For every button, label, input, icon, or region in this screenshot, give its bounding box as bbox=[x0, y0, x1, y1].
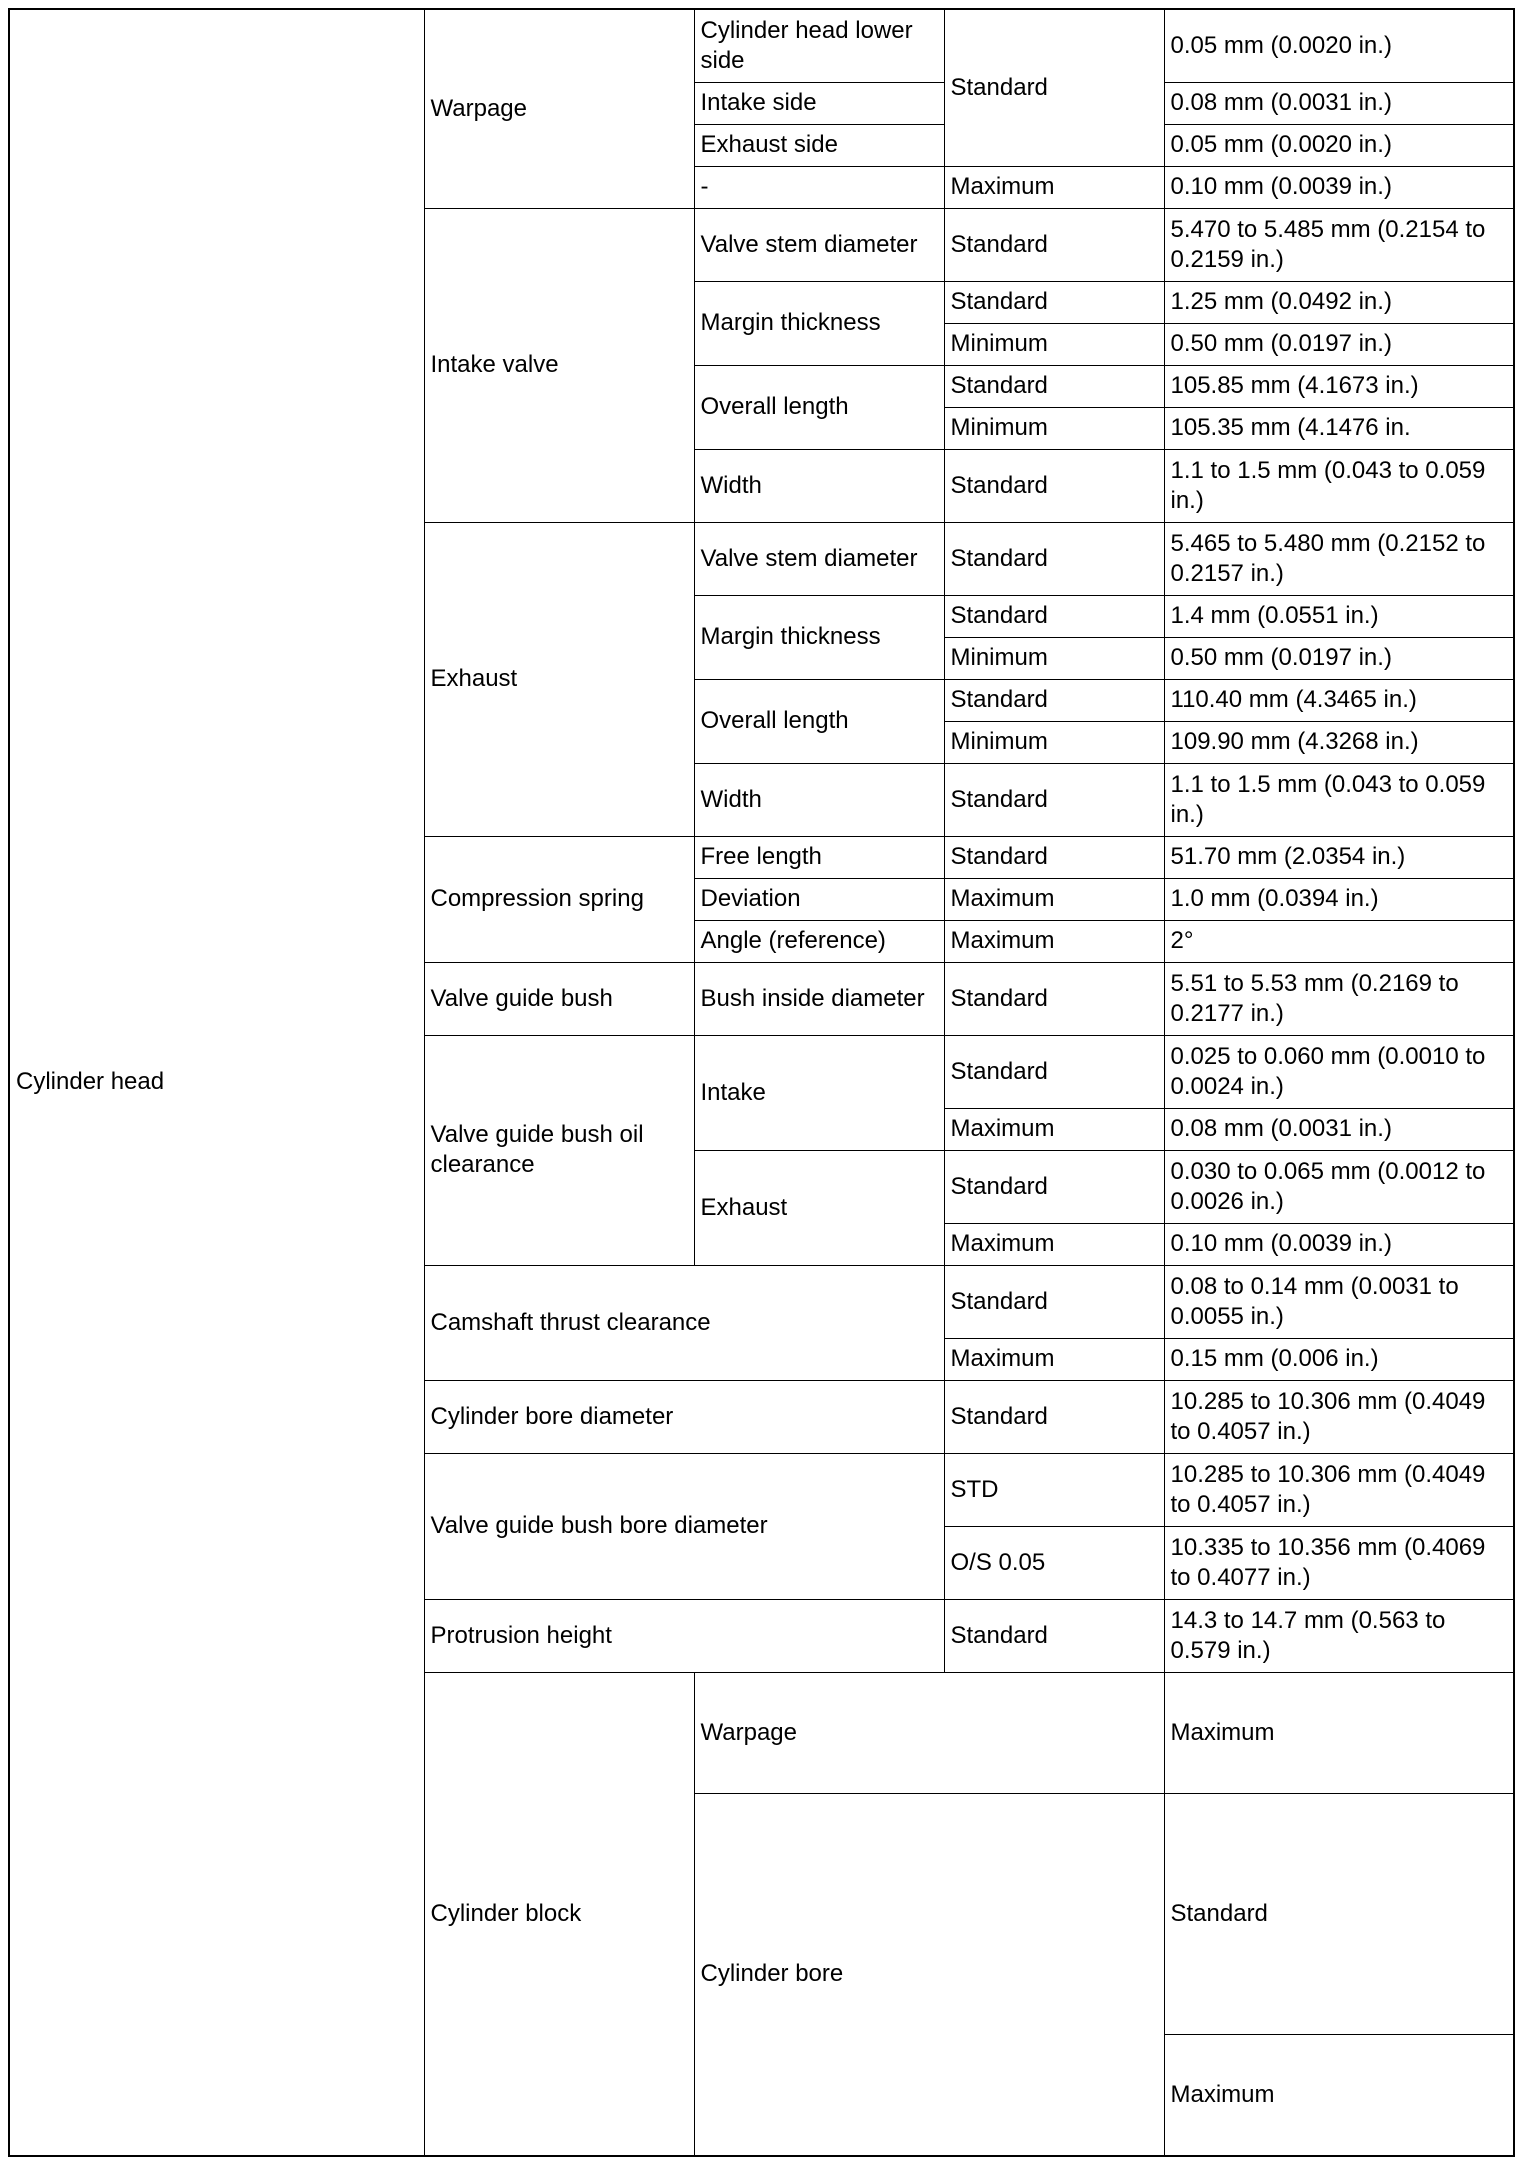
spec-type: Standard bbox=[944, 9, 1164, 166]
spec-value: 10.285 to 10.306 mm (0.4049 to 0.4057 in.) bbox=[1164, 1453, 1514, 1526]
spec-type: Maximum bbox=[944, 166, 1164, 208]
spec-value: 1.4 mm (0.0551 in.) bbox=[1164, 595, 1514, 637]
spec-value: 0.05 mm (0.0020 in.) bbox=[1164, 9, 1514, 82]
item-label: Protrusion height bbox=[424, 1599, 944, 1672]
group-label: Cylinder head bbox=[9, 9, 424, 2156]
spec-type: Standard bbox=[944, 208, 1164, 281]
spec-value: 110.40 mm (4.3465 in.) bbox=[1164, 679, 1514, 721]
spec-type: Maximum bbox=[944, 1338, 1164, 1380]
spec-type: Standard bbox=[944, 763, 1164, 836]
table-row bbox=[9, 9, 1514, 82]
spec-value: 105.85 mm (4.1673 in.) bbox=[1164, 365, 1514, 407]
spec-value: 10.335 to 10.356 mm (0.4069 to 0.4077 in.) bbox=[1164, 1526, 1514, 1599]
spec-type: Standard bbox=[944, 522, 1164, 595]
spec-type: STD bbox=[944, 1453, 1164, 1526]
spec-type: O/S 0.05 bbox=[944, 1526, 1164, 1599]
spec-value: 0.15 mm (0.006 in.) bbox=[1164, 1338, 1514, 1380]
subitem-label: Exhaust bbox=[694, 1150, 944, 1265]
item-label: Intake valve bbox=[424, 208, 694, 522]
subitem-label: Angle (reference) bbox=[694, 920, 944, 962]
spec-value: 1.25 mm (0.0492 in.) bbox=[1164, 281, 1514, 323]
spec-type: Standard bbox=[944, 449, 1164, 522]
spec-type: Minimum bbox=[944, 407, 1164, 449]
spec-type: Maximum bbox=[1164, 1672, 1514, 1793]
spec-value: 1.0 mm (0.0394 in.) bbox=[1164, 878, 1514, 920]
spec-value: 105.35 mm (4.1476 in. bbox=[1164, 407, 1514, 449]
spec-type: Standard bbox=[944, 595, 1164, 637]
subitem-label: Margin thickness bbox=[694, 595, 944, 679]
item-label: Cylinder bore diameter bbox=[424, 1380, 944, 1453]
spec-type: Standard bbox=[944, 836, 1164, 878]
subitem-label: Intake bbox=[694, 1035, 944, 1150]
item-label: Camshaft thrust clearance bbox=[424, 1265, 944, 1380]
subitem-label: Width bbox=[694, 449, 944, 522]
subitem-label: Overall length bbox=[694, 679, 944, 763]
item-label: Warpage bbox=[694, 1672, 1164, 1793]
spec-value: 5.465 to 5.480 mm (0.2152 to 0.2157 in.) bbox=[1164, 522, 1514, 595]
spec-type: Standard bbox=[944, 679, 1164, 721]
spec-type: Maximum bbox=[944, 878, 1164, 920]
spec-type: Standard bbox=[944, 1035, 1164, 1108]
spec-table bbox=[8, 8, 1515, 2157]
spec-type: Maximum bbox=[944, 1223, 1164, 1265]
item-label: Exhaust bbox=[424, 522, 694, 836]
spec-value: 51.70 mm (2.0354 in.) bbox=[1164, 836, 1514, 878]
subitem-label: Valve stem diameter bbox=[694, 208, 944, 281]
item-label: Valve guide bush oil clearance bbox=[424, 1035, 694, 1265]
spec-value: 0.08 mm (0.0031 in.) bbox=[1164, 82, 1514, 124]
spec-type: Standard bbox=[944, 1599, 1164, 1672]
spec-value: 5.470 to 5.485 mm (0.2154 to 0.2159 in.) bbox=[1164, 208, 1514, 281]
spec-type: Minimum bbox=[944, 323, 1164, 365]
item-label: Valve guide bush bore diameter bbox=[424, 1453, 944, 1599]
spec-type: Standard bbox=[944, 1150, 1164, 1223]
item-label: Warpage bbox=[424, 9, 694, 208]
spec-value: 1.1 to 1.5 mm (0.043 to 0.059 in.) bbox=[1164, 449, 1514, 522]
subitem-label: Deviation bbox=[694, 878, 944, 920]
subitem-label: Free length bbox=[694, 836, 944, 878]
subitem-label: Valve stem diameter bbox=[694, 522, 944, 595]
spec-value: 109.90 mm (4.3268 in.) bbox=[1164, 721, 1514, 763]
spec-value: 5.51 to 5.53 mm (0.2169 to 0.2177 in.) bbox=[1164, 962, 1514, 1035]
subitem-label: Bush inside diameter bbox=[694, 962, 944, 1035]
group-label: Cylinder block bbox=[424, 1672, 694, 2156]
spec-value: 0.10 mm (0.0039 in.) bbox=[1164, 166, 1514, 208]
subitem-label: Width bbox=[694, 763, 944, 836]
spec-value: 0.08 to 0.14 mm (0.0031 to 0.0055 in.) bbox=[1164, 1265, 1514, 1338]
spec-type: Minimum bbox=[944, 637, 1164, 679]
spec-type: Maximum bbox=[944, 920, 1164, 962]
item-label: Compression spring bbox=[424, 836, 694, 962]
spec-value: 2° bbox=[1164, 920, 1514, 962]
subitem-label: Overall length bbox=[694, 365, 944, 449]
spec-type: Minimum bbox=[944, 721, 1164, 763]
spec-value: 0.08 mm (0.0031 in.) bbox=[1164, 1108, 1514, 1150]
spec-type: Standard bbox=[944, 281, 1164, 323]
spec-type: Standard bbox=[944, 962, 1164, 1035]
spec-type: Standard bbox=[1164, 1793, 1514, 2034]
subitem-label: - bbox=[694, 166, 944, 208]
item-label: Valve guide bush bbox=[424, 962, 694, 1035]
item-label: Cylinder bore bbox=[694, 1793, 1164, 2156]
subitem-label: Exhaust side bbox=[694, 124, 944, 166]
subitem-label: Intake side bbox=[694, 82, 944, 124]
spec-value: 0.05 mm (0.0020 in.) bbox=[1164, 124, 1514, 166]
spec-value: 0.025 to 0.060 mm (0.0010 to 0.0024 in.) bbox=[1164, 1035, 1514, 1108]
spec-type: Maximum bbox=[944, 1108, 1164, 1150]
subitem-label: Cylinder head lower side bbox=[694, 9, 944, 82]
spec-type: Standard bbox=[944, 365, 1164, 407]
spec-value: 10.285 to 10.306 mm (0.4049 to 0.4057 in.) bbox=[1164, 1380, 1514, 1453]
spec-value: 0.10 mm (0.0039 in.) bbox=[1164, 1223, 1514, 1265]
spec-type: Standard bbox=[944, 1380, 1164, 1453]
subitem-label: Margin thickness bbox=[694, 281, 944, 365]
spec-value: 14.3 to 14.7 mm (0.563 to 0.579 in.) bbox=[1164, 1599, 1514, 1672]
spec-type: Maximum bbox=[1164, 2034, 1514, 2156]
spec-value: 0.50 mm (0.0197 in.) bbox=[1164, 637, 1514, 679]
spec-value: 0.50 mm (0.0197 in.) bbox=[1164, 323, 1514, 365]
spec-type: Standard bbox=[944, 1265, 1164, 1338]
spec-value: 0.030 to 0.065 mm (0.0012 to 0.0026 in.) bbox=[1164, 1150, 1514, 1223]
spec-value: 1.1 to 1.5 mm (0.043 to 0.059 in.) bbox=[1164, 763, 1514, 836]
